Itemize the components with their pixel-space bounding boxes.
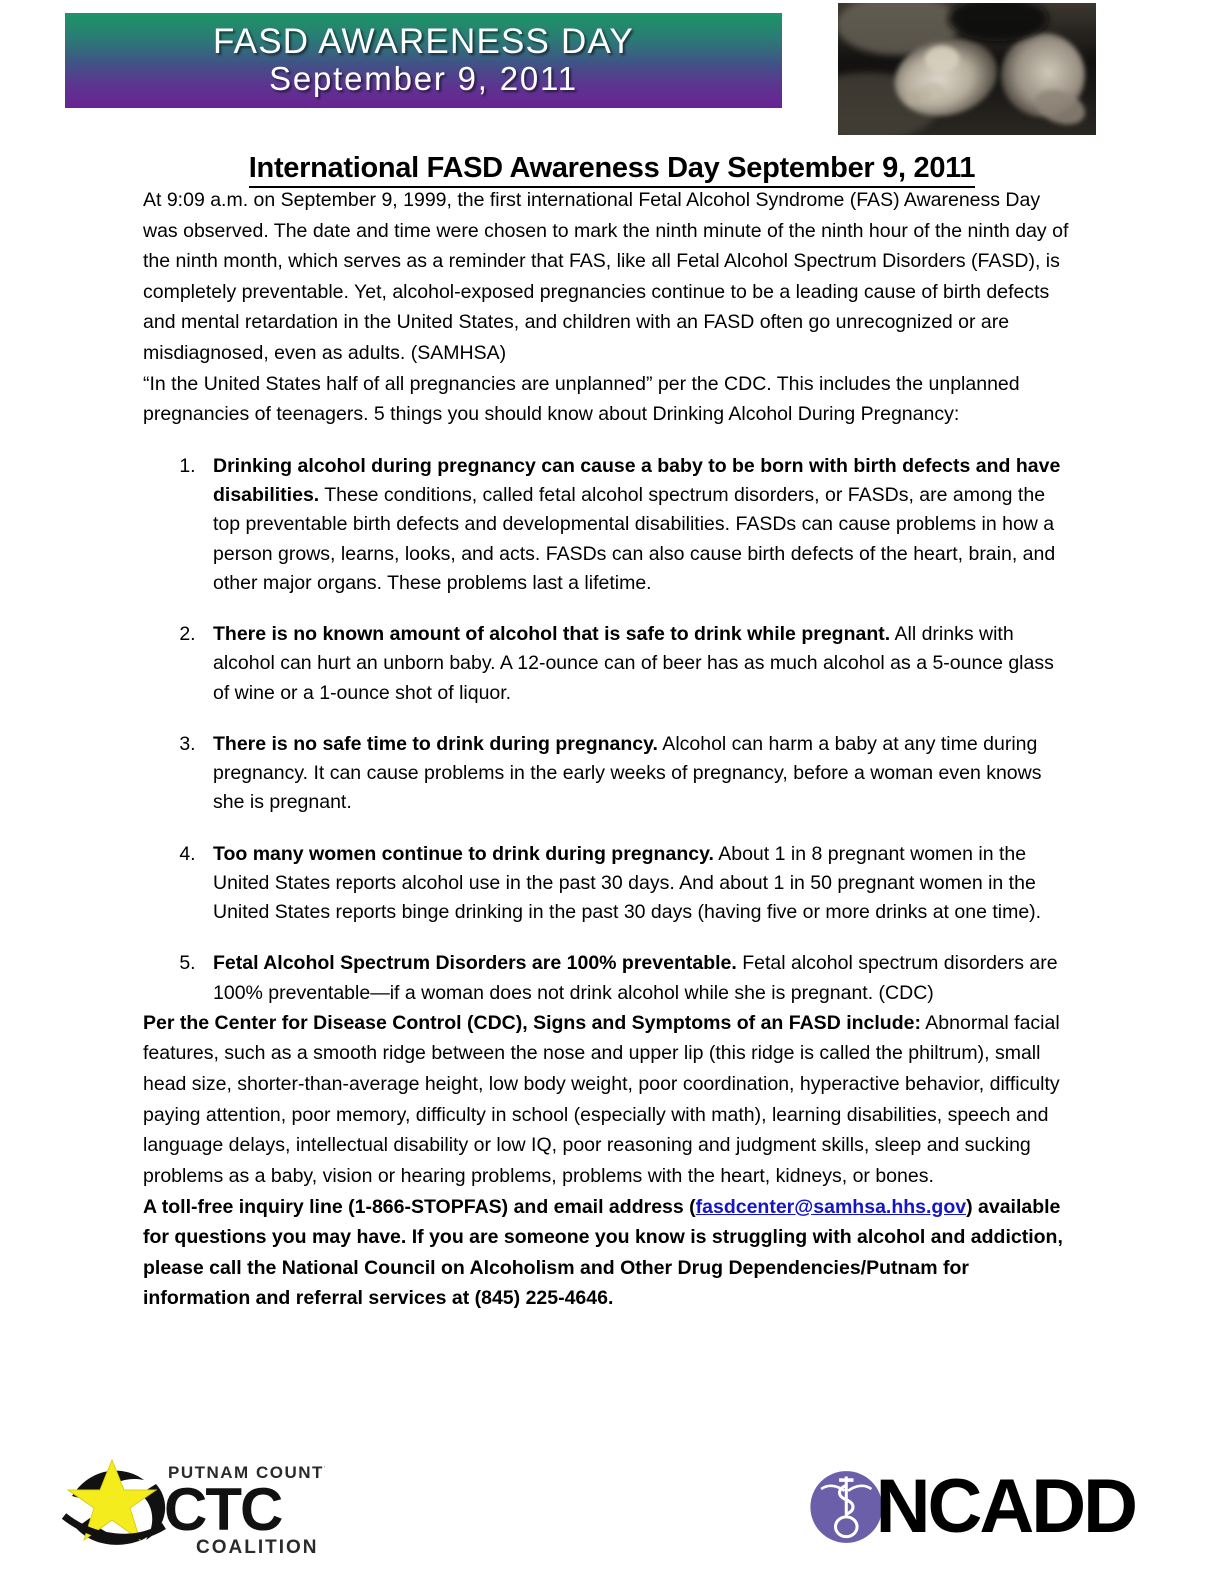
ncadd-logo-text: NCADD	[875, 1464, 1135, 1549]
star-swoosh-icon	[64, 1460, 165, 1545]
fact-body: Fetal alcohol spectrum disorders are 100% preventable—if a woman does not drink alcohol while she is pregnant. (CDC)	[213, 952, 1058, 1004]
contact-paragraph	[143, 1192, 1074, 1314]
document-header	[0, 0, 1224, 140]
fact-lead: Too many women continue to drink during pregnancy.	[213, 842, 714, 865]
document-body	[0, 185, 1224, 1314]
fact-lead: There is no known amount of alcohol that is safe to drink while pregnant.	[213, 623, 891, 646]
email-link[interactable]: fasdcenter@samhsa.hhs.gov	[695, 1195, 967, 1218]
list-item	[201, 452, 1074, 598]
fact-lead: There is no safe time to drink during pregnancy.	[213, 732, 658, 755]
contact-after-email: ) available for questions you may have. If you are someone you know is struggling with alcohol and addiction, please call the National Council on Alcoholism and Other Drug Dependencies/Putnam for information and referral services at (845) 225-4646.	[143, 1195, 1063, 1310]
five-things-list	[143, 452, 1074, 1008]
list-item	[201, 840, 1074, 928]
baby-feet-image	[838, 3, 1096, 135]
contact-before-email: A toll-free inquiry line (1-866-STOPFAS) and email address (	[143, 1195, 696, 1218]
fact-body: Alcohol can harm a baby at any time during pregnancy. It can cause problems in the early weeks of pregnancy, before a woman even knows she is pregnant.	[213, 732, 1042, 814]
symptoms-paragraph	[143, 1008, 1074, 1192]
baby-feet-photo	[838, 3, 1096, 135]
banner-date-line: September 9, 2011	[269, 59, 578, 97]
fact-body: All drinks with alcohol can hurt an unborn baby. A 12-ounce can of beer has as much alcohol as a 5-ounce glass of wine or a 1-ounce shot of liquor.	[213, 623, 1054, 704]
list-item	[201, 949, 1074, 1008]
page-title-text: International FASD Awareness Day September 9, 2011	[249, 152, 975, 188]
fact-body: These conditions, called fetal alcohol spectrum disorders, or FASDs, are among the top preventable birth defects and developmental disabilities. FASDs can cause problems in how a person grows, learns, looks, and acts. FASDs can also cause birth defects of the heart, brain, and other major organs. These problems last a lifetime.	[213, 484, 1056, 594]
fact-body: About 1 in 8 pregnant women in the United States reports alcohol use in the past 30 days. And about 1 in 50 pregnant women in the United States reports binge drinking in the past 30 days (having five or more drinks at one time).	[213, 842, 1042, 924]
ctc-logo-bottom-text: COALITION	[196, 1537, 319, 1558]
fact-lead: Fetal Alcohol Spectrum Disorders are 100% preventable.	[213, 952, 737, 975]
intro-paragraph: At 9:09 a.m. on September 9, 1999, the first international Fetal Alcohol Syndrome (FAS) Awareness Day was observed. The date and time were chosen to mark the ninth minute of the ninth hour of the ninth day of the ninth month, which serves as a reminder that FAS, like all Fetal Alcohol Spectrum Disorders (FASD), is completely preventable. Yet, alcohol-exposed pregnancies continue to be a leading cause of birth defects and mental retardation in the United States, and children with an FASD often go unrecognized or are misdiagnosed, even as adults. (SAMHSA)	[143, 189, 1069, 365]
list-item	[201, 730, 1074, 818]
cdc-quote-paragraph: “In the United States half of all pregnancies are unplanned” per the CDC. This includes the unplanned pregnancies of teenagers. 5 things you should know about Drinking Alcohol During Pregnancy:	[143, 372, 1020, 426]
footer-logos	[0, 1449, 1224, 1574]
ctc-logo-main-text: CTC	[164, 1476, 282, 1543]
list-item	[201, 620, 1074, 708]
ctc-logo-graphic	[60, 1454, 325, 1564]
symptoms-lead: Per the Center for Disease Control (CDC), Signs and Symptoms of an FASD include:	[143, 1011, 921, 1034]
ctc-logo-top-text: PUTNAM COUNTY	[168, 1463, 325, 1482]
symptoms-body: Abnormal facial features, such as a smooth ridge between the nose and upper lip (this ridge is called the philtrum), small head size, shorter-than-average height, low body weight, poor coordination, hyperactive behavior, difficulty paying attention, poor memory, difficulty in school (especially with math), learning disabilities, speech and language delays, intellectual disability or low IQ, poor reasoning and judgment skills, sleep and sucking problems as a baby, vision or hearing problems, problems with the heart, kidneys, or bones.	[143, 1011, 1060, 1187]
fact-lead: Drinking alcohol during pregnancy can cause a baby to be born with birth defects and have disabilities.	[213, 454, 1061, 507]
putnam-county-ctc-coalition-logo	[60, 1454, 325, 1564]
ncadd-logo	[805, 1457, 1135, 1557]
fasd-awareness-banner	[65, 13, 782, 108]
banner-title-line: FASD AWARENESS DAY	[213, 22, 634, 62]
page-title	[0, 152, 1224, 185]
